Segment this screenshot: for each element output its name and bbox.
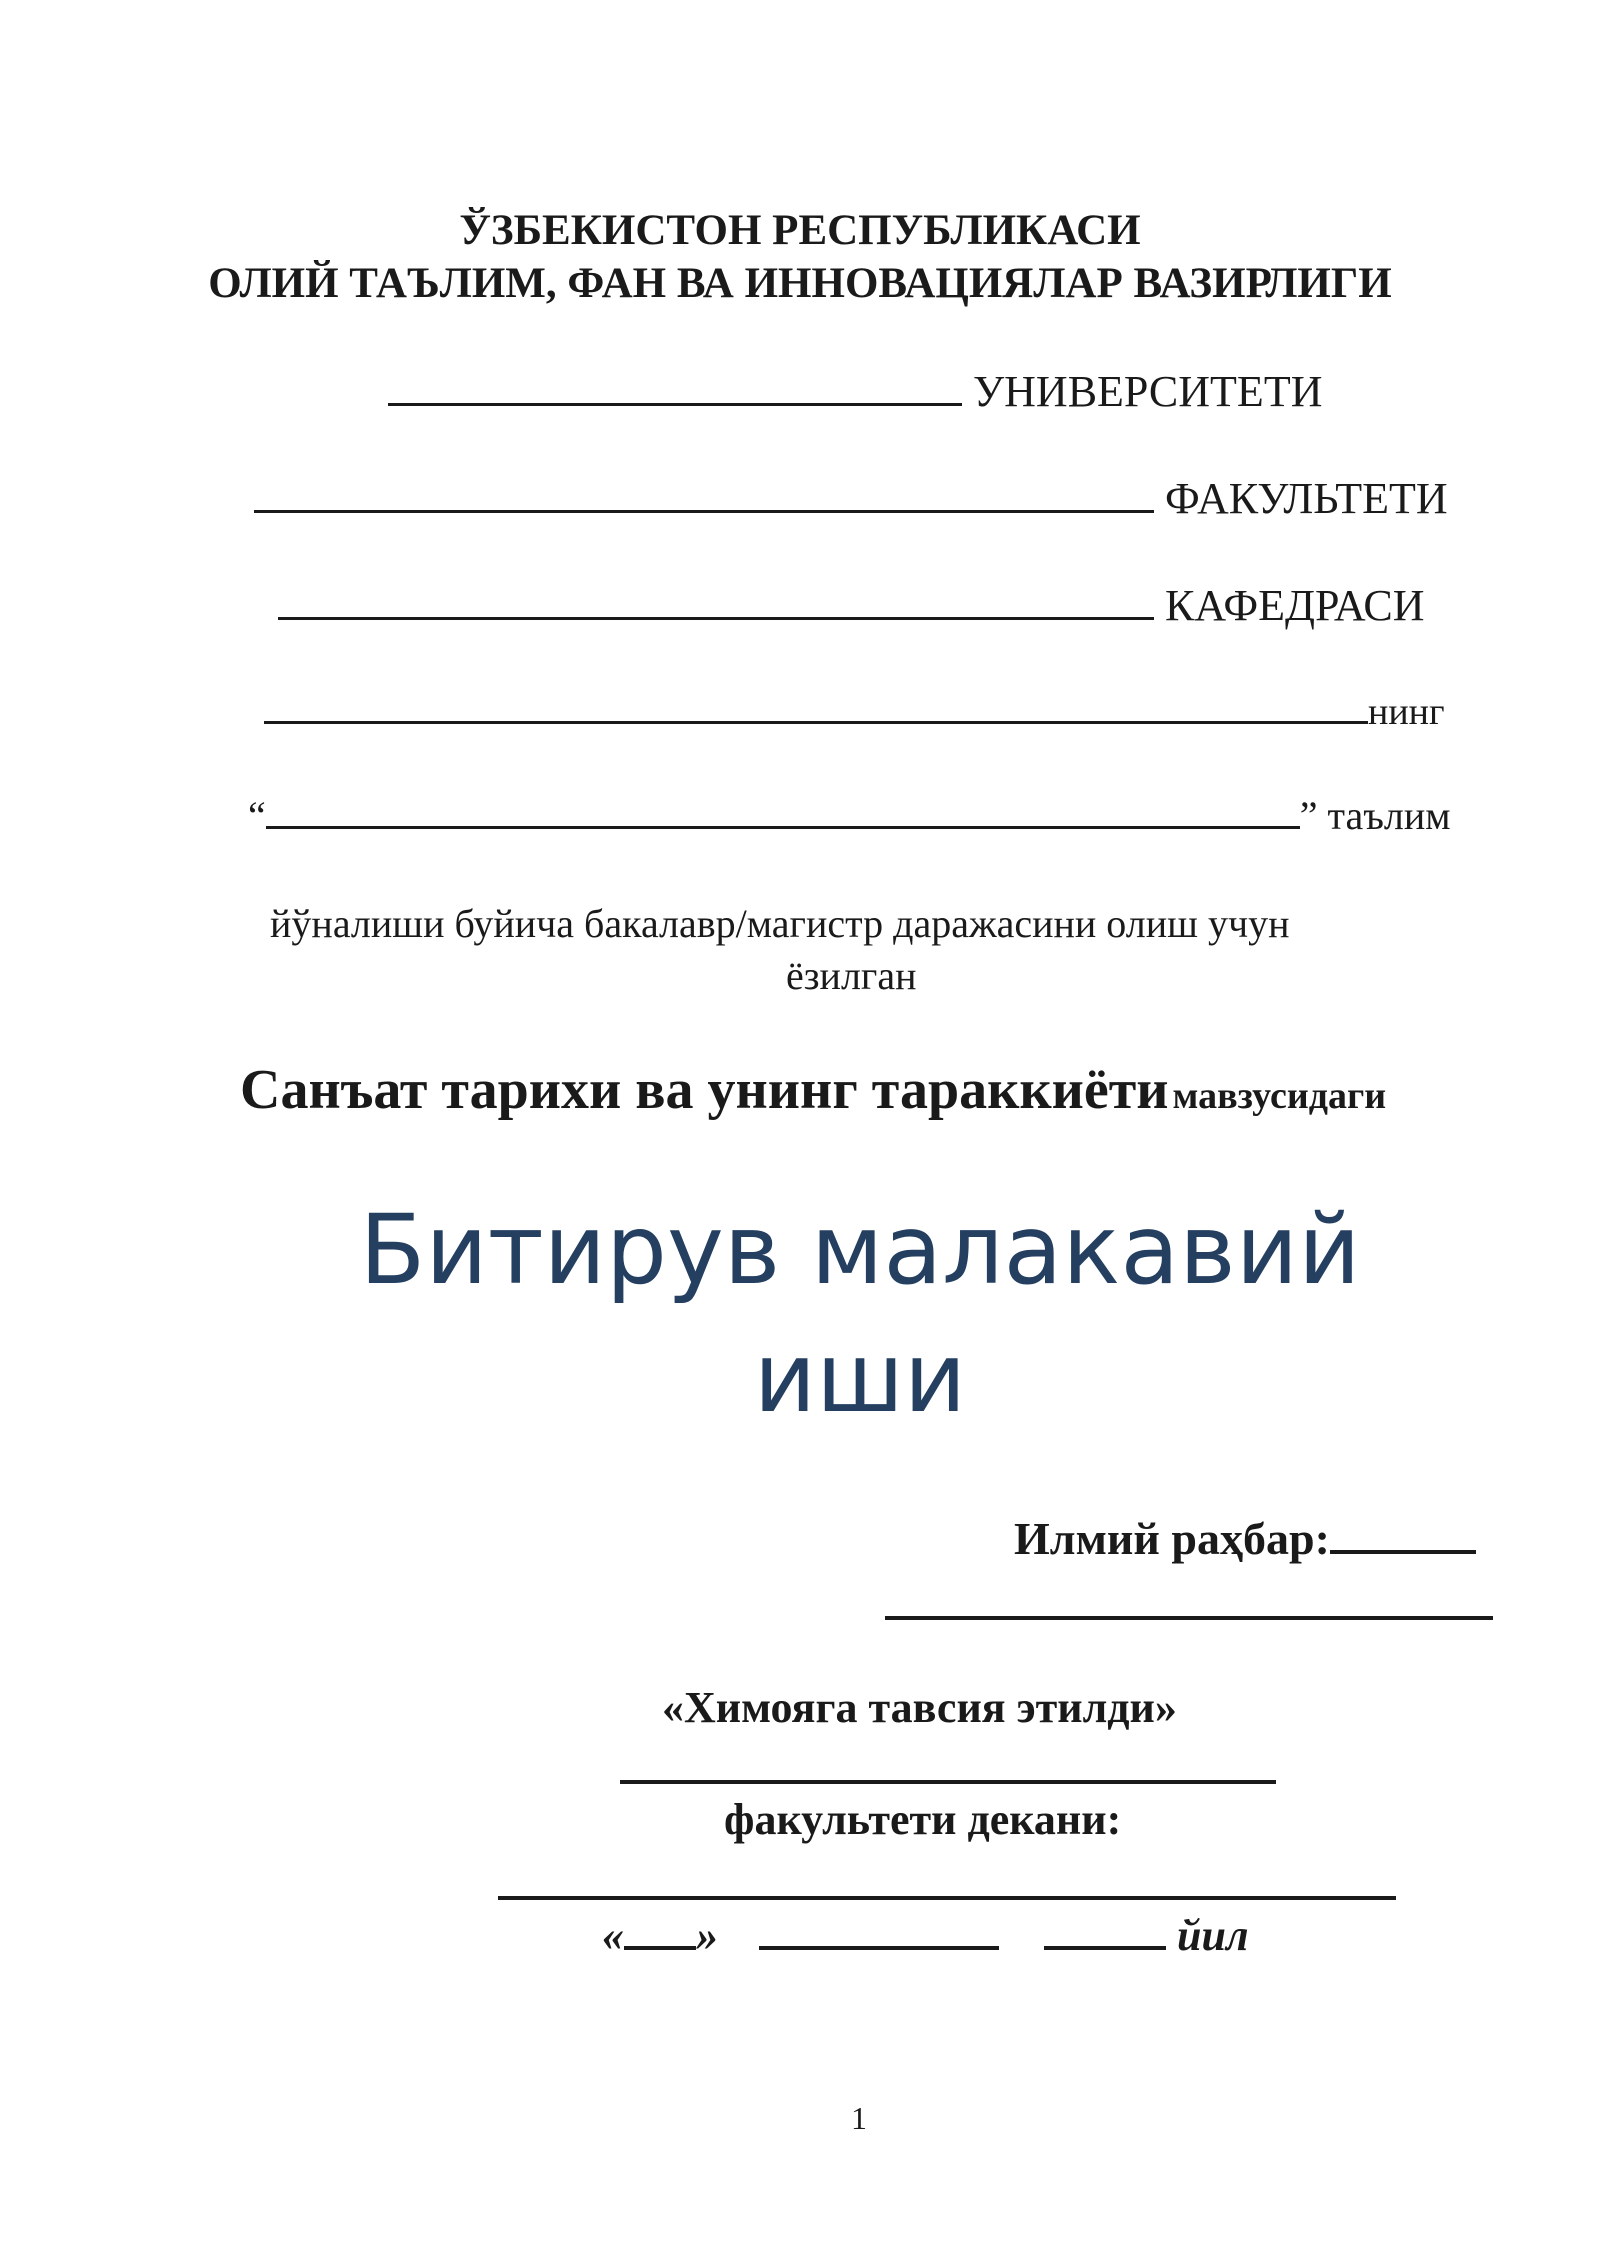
- direction-text-line1: йўналиши буйича бакалавр/магистр даражасини олиш учун: [270, 901, 1290, 946]
- ministry-name: ОЛИЙ ТАЪЛИМ, ФАН ВА ИННОВАЦИЯЛАР ВАЗИРЛИГИ: [208, 260, 1392, 307]
- direction-text-line2: ёзилган: [786, 953, 917, 998]
- university-blank: [388, 367, 962, 406]
- quote-close-label: ” таълим: [1299, 793, 1451, 838]
- approval-faculty-blank: [620, 1744, 1276, 1784]
- topic-row: [240, 1058, 1386, 1122]
- work-title-line2: иши: [753, 1322, 967, 1434]
- supervisor-line2: [885, 1580, 1493, 1625]
- ministry-country: ЎЗБЕКИСТОН РЕСПУБЛИКАСИ: [459, 207, 1141, 254]
- date-row: [602, 1910, 1249, 1961]
- department-label: КАФЕДРАСИ: [1165, 581, 1425, 630]
- university-label: УНИВЕРСИТЕТИ: [973, 367, 1323, 416]
- page-number: 1: [851, 2100, 867, 2136]
- faculty-row: [254, 473, 1448, 524]
- year-label: йил: [1177, 1911, 1249, 1960]
- work-title-line1: Битирув малакавий: [359, 1194, 1361, 1306]
- department-row: [278, 580, 1425, 631]
- direction-name-row: [248, 792, 1451, 839]
- day-blank: [624, 1912, 696, 1950]
- genitive-row: [264, 690, 1445, 734]
- topic-title: Санъат тарихи ва унинг тараккиёти: [240, 1059, 1169, 1121]
- university-row: [388, 366, 1322, 417]
- genitive-suffix: нинг: [1368, 691, 1445, 733]
- genitive-blank: [264, 691, 1368, 724]
- supervisor-second-blank: [885, 1580, 1493, 1620]
- department-blank: [278, 581, 1154, 620]
- topic-suffix: мавзусидаги: [1172, 1075, 1387, 1117]
- supervisor-name-blank: [1330, 1514, 1476, 1554]
- faculty-blank: [254, 474, 1154, 513]
- dean-name-blank: [498, 1860, 1396, 1900]
- date-close: »: [696, 1911, 718, 1960]
- defense-recommended: «Химояга тавсия этилди»: [662, 1683, 1177, 1732]
- approval-faculty-line: [620, 1744, 1276, 1789]
- date-open: «: [602, 1911, 624, 1960]
- supervisor-label: Илмий раҳбар:: [1014, 1513, 1330, 1564]
- direction-blank: [266, 794, 1300, 829]
- year-blank: [1044, 1912, 1166, 1950]
- month-blank: [759, 1912, 999, 1950]
- dean-line: [498, 1860, 1396, 1905]
- supervisor-row: [1014, 1512, 1476, 1565]
- dean-label: факультети декани:: [724, 1795, 1122, 1844]
- faculty-label: ФАКУЛЬТЕТИ: [1165, 474, 1448, 523]
- quote-open: “: [248, 793, 266, 838]
